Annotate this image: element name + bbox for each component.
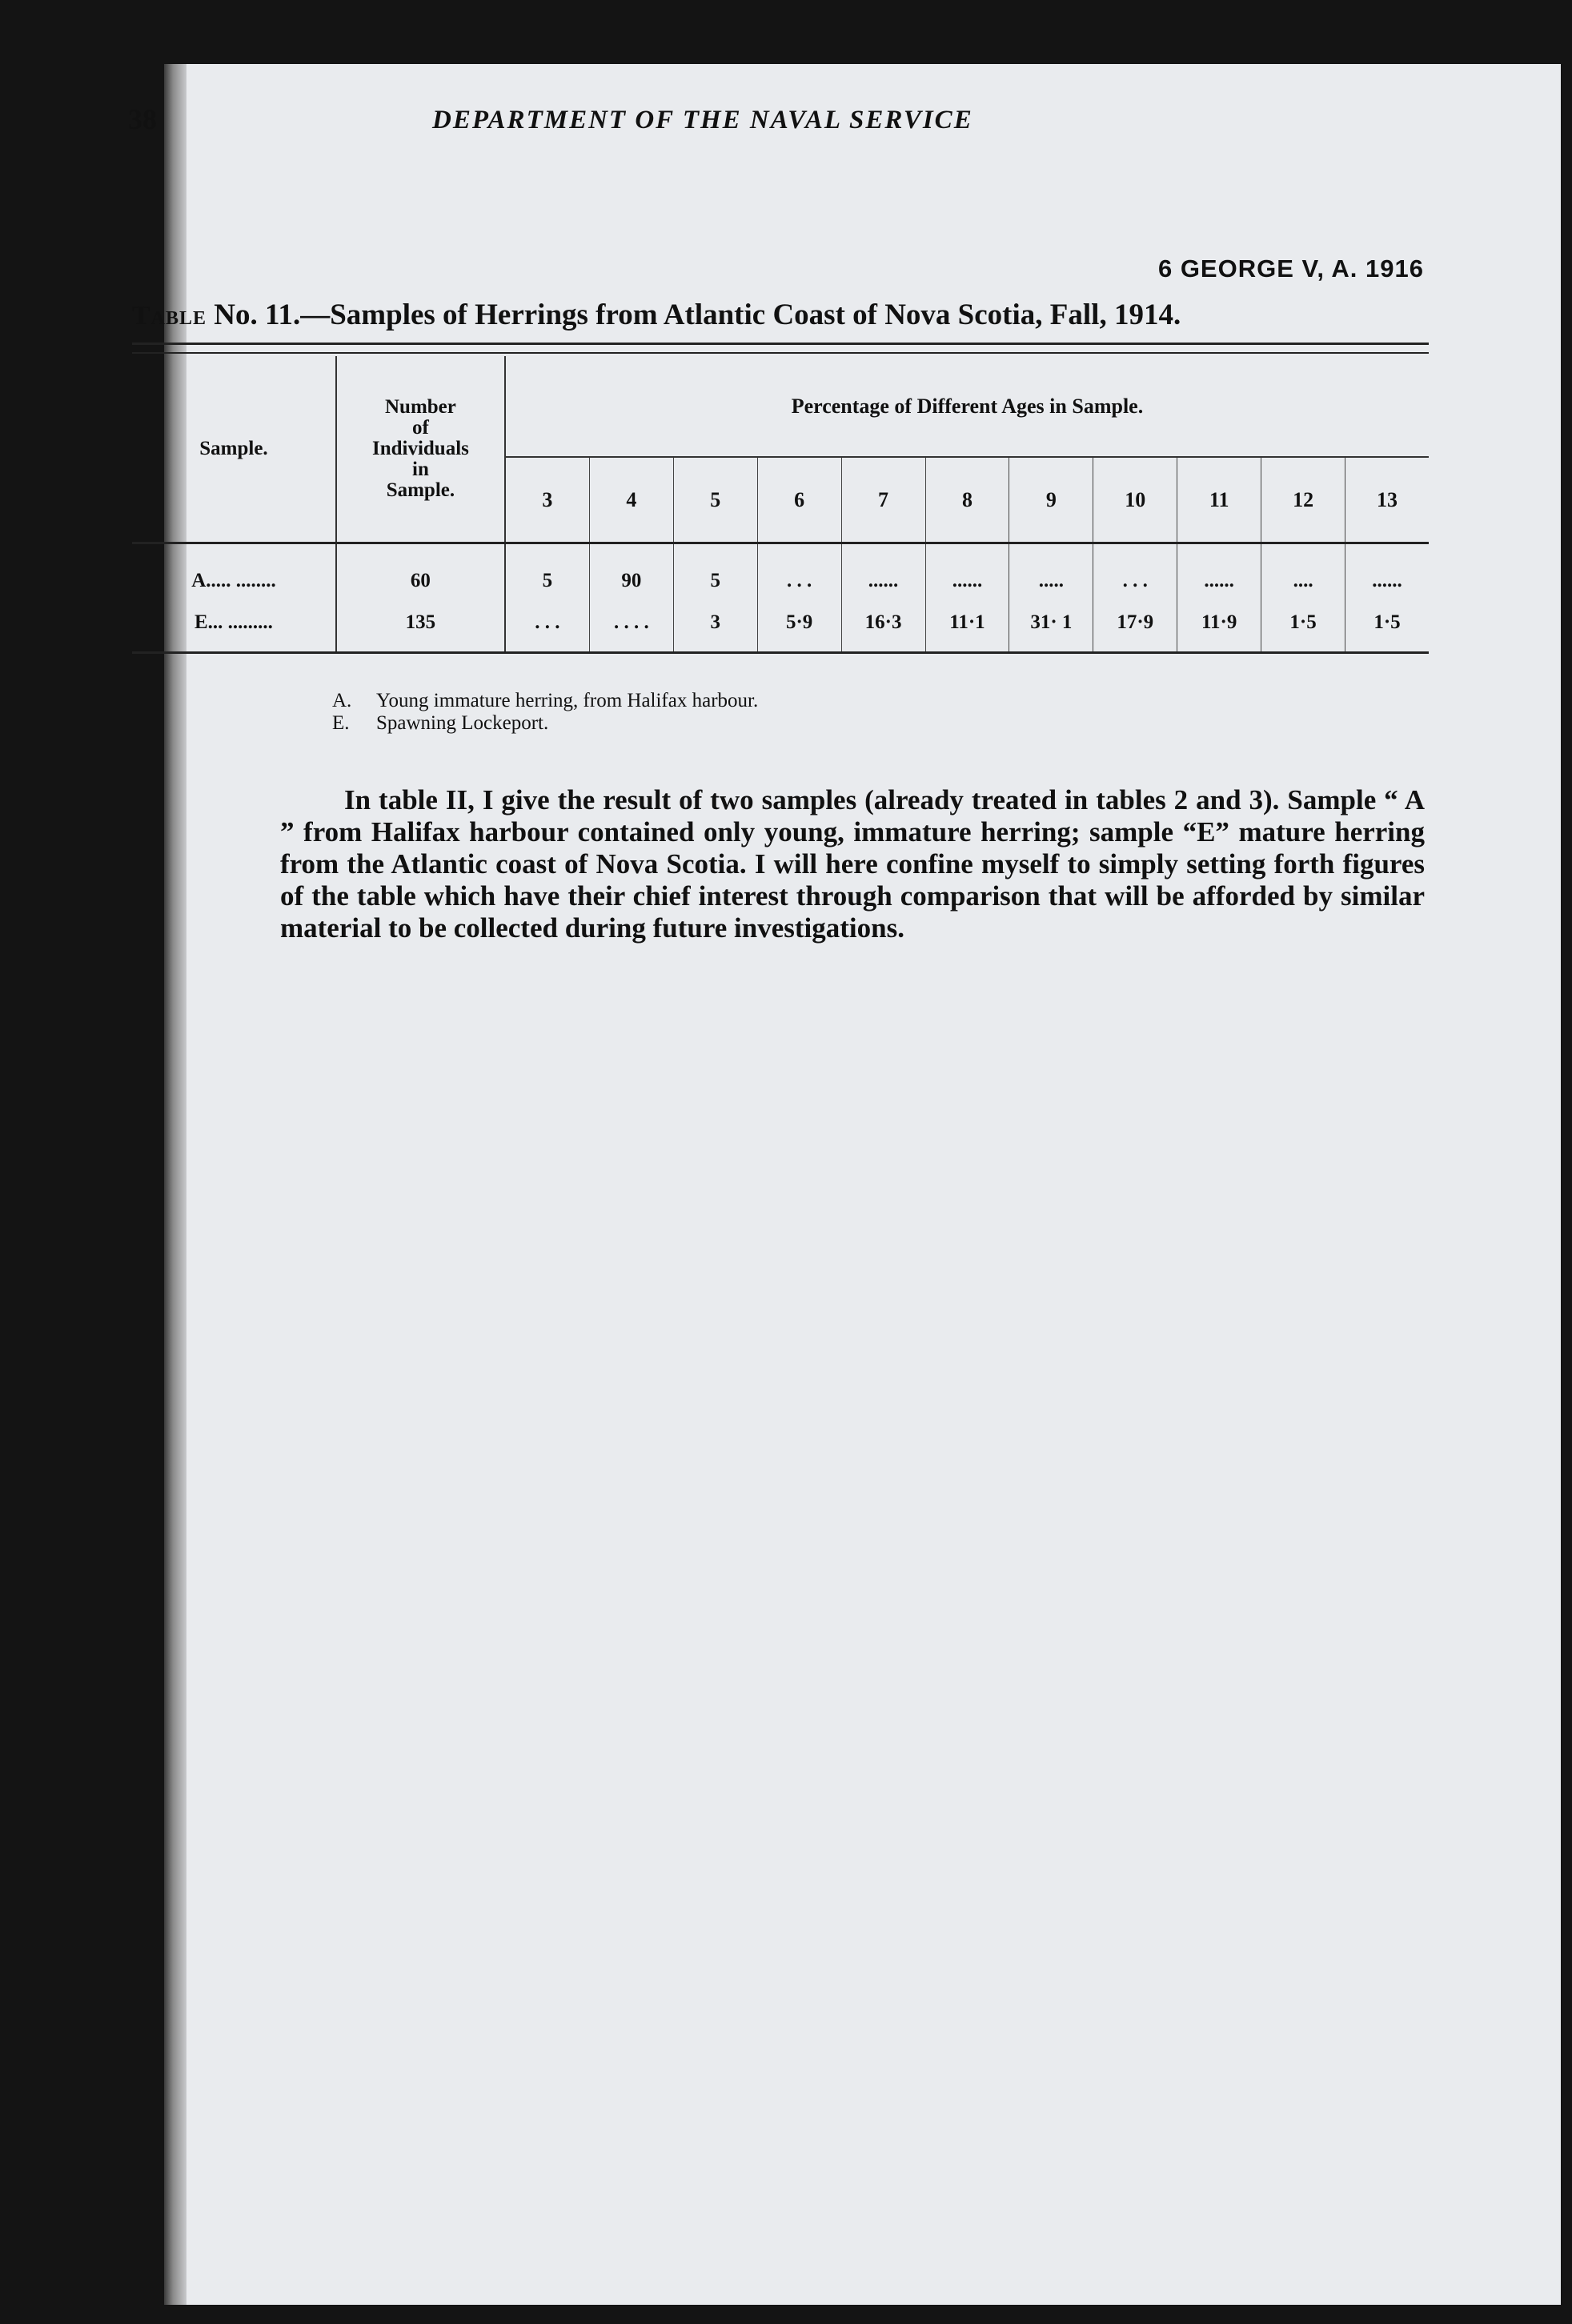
row-value: . . . . bbox=[589, 602, 673, 653]
page-header bbox=[128, 102, 1433, 142]
column-header-number bbox=[336, 356, 505, 543]
body-paragraph: In table II, I give the result of two samples (already treated in tables 2 and 3). Sample “ A ” from Halifax harbour contained only young, immature herring; sample “E” mature herring from the Atlantic coast of Nova Scotia. I will here confine myself to simply setting forth figures of the table which have their chief interest through comparison that will be afforded by similar material to be collected during future investigations. bbox=[280, 784, 1425, 944]
row-value: 5 bbox=[505, 543, 589, 603]
column-header-sample: Sample. bbox=[132, 356, 336, 543]
row-value: ..... bbox=[1009, 543, 1093, 603]
row-label: E... ......... bbox=[132, 602, 336, 653]
row-value: ...... bbox=[1372, 570, 1402, 591]
row-value: 31· 1 bbox=[1009, 602, 1093, 653]
row-value: ...... bbox=[925, 543, 1009, 603]
row-value: ...... bbox=[1177, 543, 1261, 603]
column-header-percentage: Percentage of Different Ages in Sample. bbox=[505, 356, 1429, 457]
number-header-line: Individuals bbox=[371, 438, 469, 459]
row-value: 11·1 bbox=[925, 602, 1009, 653]
row-value: . . . bbox=[505, 602, 589, 653]
age-header: 11 bbox=[1177, 457, 1261, 543]
row-value: 16·3 bbox=[841, 602, 925, 653]
table-row bbox=[132, 602, 1429, 653]
row-value: 1·5 bbox=[1345, 602, 1429, 653]
row-value: . . . bbox=[1093, 543, 1177, 603]
age-header: 12 bbox=[1261, 457, 1345, 543]
row-label: A..... ........ bbox=[132, 543, 336, 603]
age-header: 13 bbox=[1345, 457, 1429, 543]
table-row bbox=[132, 543, 1429, 603]
footnote bbox=[332, 712, 758, 735]
number-header-line: Number bbox=[384, 396, 456, 418]
age-header: 3 bbox=[505, 457, 589, 543]
age-header: 9 bbox=[1009, 457, 1093, 543]
herring-age-table bbox=[132, 356, 1429, 654]
row-value: .... bbox=[1261, 543, 1345, 603]
row-value: 11·9 bbox=[1177, 602, 1261, 653]
footnote-text: Spawning Lockeport. bbox=[376, 712, 549, 734]
row-value: . . . bbox=[757, 543, 841, 603]
number-header-line: Sample. bbox=[386, 479, 455, 501]
footnote-key: E. bbox=[332, 712, 350, 734]
table-footnotes bbox=[332, 690, 758, 735]
table-top-rule bbox=[132, 343, 1429, 354]
row-number: 60 bbox=[336, 543, 505, 603]
footnote-key: A. bbox=[332, 690, 352, 711]
session-line: 6 GEORGE V, A. 1916 bbox=[1157, 254, 1424, 282]
row-value: 17·9 bbox=[1093, 602, 1177, 653]
row-number: 135 bbox=[336, 602, 505, 653]
age-header: 6 bbox=[757, 457, 841, 543]
footnote bbox=[332, 690, 758, 712]
footnote-text: Young immature herring, from Halifax harbour. bbox=[376, 690, 759, 711]
running-head: DEPARTMENT OF THE NAVAL SERVICE bbox=[432, 106, 973, 134]
page-number: 38 bbox=[128, 103, 157, 135]
age-header: 5 bbox=[673, 457, 757, 543]
row-value: 5 bbox=[673, 543, 757, 603]
row-value: 90 bbox=[589, 543, 673, 603]
row-value: 1·5 bbox=[1261, 602, 1345, 653]
age-header: 4 bbox=[589, 457, 673, 543]
row-value: 3 bbox=[673, 602, 757, 653]
number-header-line: of bbox=[412, 417, 429, 439]
table-title-text: No. 11.—Samples of Herrings from Atlantic Coast of Nova Scotia, Fall, 1914. bbox=[214, 299, 1181, 331]
age-header: 7 bbox=[841, 457, 925, 543]
age-header: 10 bbox=[1093, 457, 1177, 543]
row-value: ...... bbox=[841, 543, 925, 603]
age-header: 8 bbox=[925, 457, 1009, 543]
table-title-prefix: Table bbox=[132, 301, 207, 331]
table-title bbox=[132, 298, 1429, 332]
number-header-line: in bbox=[412, 459, 429, 480]
row-value: 5·9 bbox=[757, 602, 841, 653]
